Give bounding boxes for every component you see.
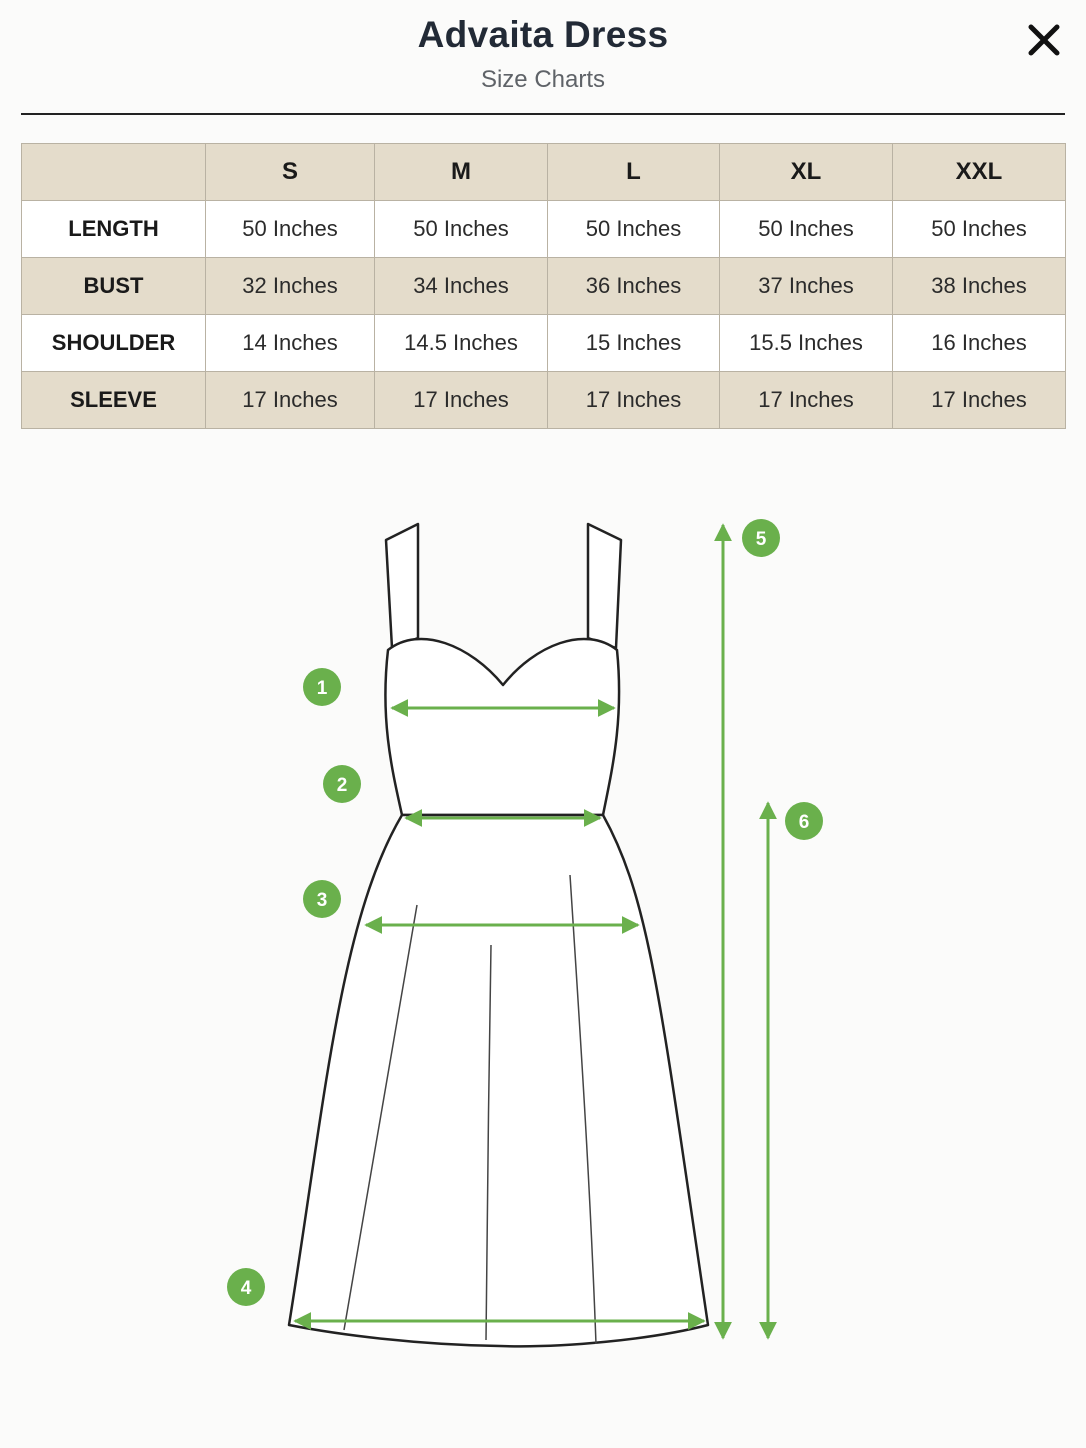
table-cell: 32 Inches xyxy=(206,258,375,315)
header-cell-s: S xyxy=(206,144,375,201)
header-cell-l: L xyxy=(548,144,720,201)
row-label: SLEEVE xyxy=(22,372,206,429)
table-header-row xyxy=(22,144,1066,201)
svg-text:5: 5 xyxy=(755,529,767,550)
header-cell-xxl: XXL xyxy=(893,144,1066,201)
table-cell: 17 Inches xyxy=(375,372,548,429)
table-cell: 50 Inches xyxy=(720,201,893,258)
page-title: Advaita Dress xyxy=(417,14,669,55)
table-row-length xyxy=(22,201,1066,258)
svg-text:3: 3 xyxy=(316,890,328,911)
svg-text:2: 2 xyxy=(336,775,348,796)
svg-text:4: 4 xyxy=(240,1278,252,1299)
marker-badge-4 xyxy=(227,1268,265,1306)
header-divider xyxy=(21,113,1065,115)
size-chart-table xyxy=(21,143,1066,429)
header-cell-xl: XL xyxy=(720,144,893,201)
table-cell: 50 Inches xyxy=(893,201,1066,258)
close-button[interactable] xyxy=(1022,18,1066,62)
table-cell: 34 Inches xyxy=(375,258,548,315)
modal-header xyxy=(0,0,1086,116)
table-cell: 15 Inches xyxy=(548,315,720,372)
table-cell: 14 Inches xyxy=(206,315,375,372)
marker-badge-1 xyxy=(303,668,341,706)
dress-outline xyxy=(289,524,708,1346)
table-cell: 50 Inches xyxy=(206,201,375,258)
table-cell: 17 Inches xyxy=(720,372,893,429)
marker-badge-2 xyxy=(323,765,361,803)
table-cell: 50 Inches xyxy=(375,201,548,258)
table-cell: 37 Inches xyxy=(720,258,893,315)
header-cell-empty xyxy=(22,144,206,201)
table-cell: 36 Inches xyxy=(548,258,720,315)
skirt xyxy=(289,815,708,1346)
table-cell: 16 Inches xyxy=(893,315,1066,372)
table-cell: 17 Inches xyxy=(548,372,720,429)
dress-illustration xyxy=(0,440,1086,1440)
left-strap xyxy=(386,524,418,648)
svg-text:6: 6 xyxy=(798,812,810,833)
page-subtitle: Size Charts xyxy=(480,66,606,93)
table-cell: 15.5 Inches xyxy=(720,315,893,372)
table-row-sleeve xyxy=(22,372,1066,429)
table-cell: 50 Inches xyxy=(548,201,720,258)
marker-badge-5 xyxy=(742,519,780,557)
close-icon xyxy=(1022,18,1066,62)
marker-badge-6 xyxy=(785,802,823,840)
table-row-bust xyxy=(22,258,1066,315)
table-cell: 38 Inches xyxy=(893,258,1066,315)
right-strap xyxy=(588,524,621,648)
header-cell-m: M xyxy=(375,144,548,201)
table-cell: 17 Inches xyxy=(893,372,1066,429)
measurement-diagram xyxy=(0,440,1086,1440)
row-label: LENGTH xyxy=(22,201,206,258)
svg-text:1: 1 xyxy=(316,678,328,699)
marker-badge-3 xyxy=(303,880,341,918)
row-label: SHOULDER xyxy=(22,315,206,372)
row-label: BUST xyxy=(22,258,206,315)
table-cell: 17 Inches xyxy=(206,372,375,429)
bodice xyxy=(385,639,619,815)
table-row-shoulder xyxy=(22,315,1066,372)
table-cell: 14.5 Inches xyxy=(375,315,548,372)
